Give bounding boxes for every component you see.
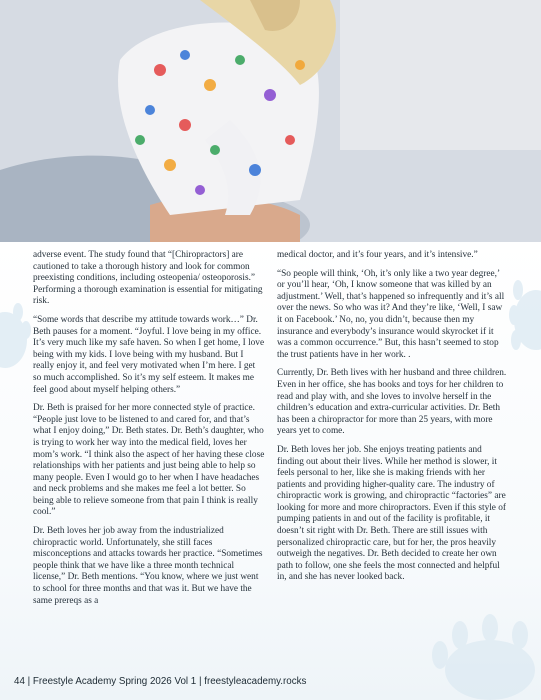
paragraph: adverse event. The study found that “[Chiropractors] are cautioned to take a thorough history and look for common preexisting conditions, including osteopenia/ osteoporosis.” Performing a thorough examination is essential for mitigating risk.	[33, 250, 263, 307]
paragraph: Dr. Beth is praised for her more connected style of practice. “People just love to be listened to and cared for, and that’s what I enjoy doing,” Dr. Beth states. Dr. Beth’s daughter, who is trying to work her way into the medical field, loves her mom’s work. “I think also the aspect of her having these close relationships with her patients and just being able to help so many people. Even I would go to her when I have headaches and neck problems and she makes me feel a lot better. So being able to relieve someone from that pain I think is really cool.”	[33, 403, 265, 518]
paragraph: “Some words that describe my attitude towards work…” Dr. Beth pauses for a moment. “Joyful. I love being in my office. It’s very much like my safe haven. So when I get home, I love being with my kids. I love being with my husband. But I really enjoy it, and feel very motivated when I’m here. I get so much accomplished. So it’s my self esteem. It makes me feel good about myself helping others.”	[33, 314, 265, 395]
paragraph: Dr. Beth loves her job away from the industrialized chiropractic world. Unfortunately, she still faces misconceptions and attacks towards her practice. “Sometimes people think that we have like a three month technical license,” Dr. Beth mentions. “You know, where we just went to school for three months and that was it. But we have the same prereqs as a	[33, 526, 263, 606]
decorative-handprint-bottom	[400, 600, 541, 700]
paragraph: Currently, Dr. Beth lives with her husband and three children. Even in her office, she has books and toys for her children to read and play with, and she loves to involve herself in the children’s education and extra-curricular activities. Dr. Beth has been a chiropractor for more than 25 years, with more years yet to come.	[277, 368, 507, 437]
paragraph: medical doctor, and it’s four years, and it’s intensive.”	[277, 250, 478, 260]
paragraph: “So people will think, ‘Oh, it’s only like a two year degree,’ or you’ll hear, ‘Oh, I know someone that was killed by an adjustment.’ Well, that’s happened so infrequently and it’s all over the news. So who was it? And they’re like, ‘Well, I saw it on Facebook.’ No, no, you didn’t, because then my insurance and everybody’s insurance would skyrocket if it was a common occurrence.” But, this hasn’t seemed to stop the trust patients have in her work. .	[277, 268, 505, 360]
decorative-handprint-right	[506, 265, 541, 385]
header-photo	[0, 0, 541, 242]
article-column-right	[277, 250, 509, 591]
paragraph: Dr. Beth loves her job. She enjoys treating patients and finding out about their lives. While her method is slower, it feels personal to her, like she is making friends with her patients and providing higher-quality care. The industry of chiropractic work is growing, and chiropractic “factories” are looking for more and more chiropractors. Even if this style of pumping patients in and out of the facility is profitable, it doesn’t sit right with Dr. Beth. There are still issues with personalized chiropractic care, but for her, the pros heavily outweigh the negatives. Dr. Beth decided to create her own path to follow, one she feels the most connected and helpful in, and she has never looked back.	[277, 444, 507, 583]
page-footer: 44 | Freestyle Academy Spring 2026 Vol 1 | freestyleacademy.rocks	[14, 676, 307, 687]
article-column-left	[33, 250, 265, 614]
